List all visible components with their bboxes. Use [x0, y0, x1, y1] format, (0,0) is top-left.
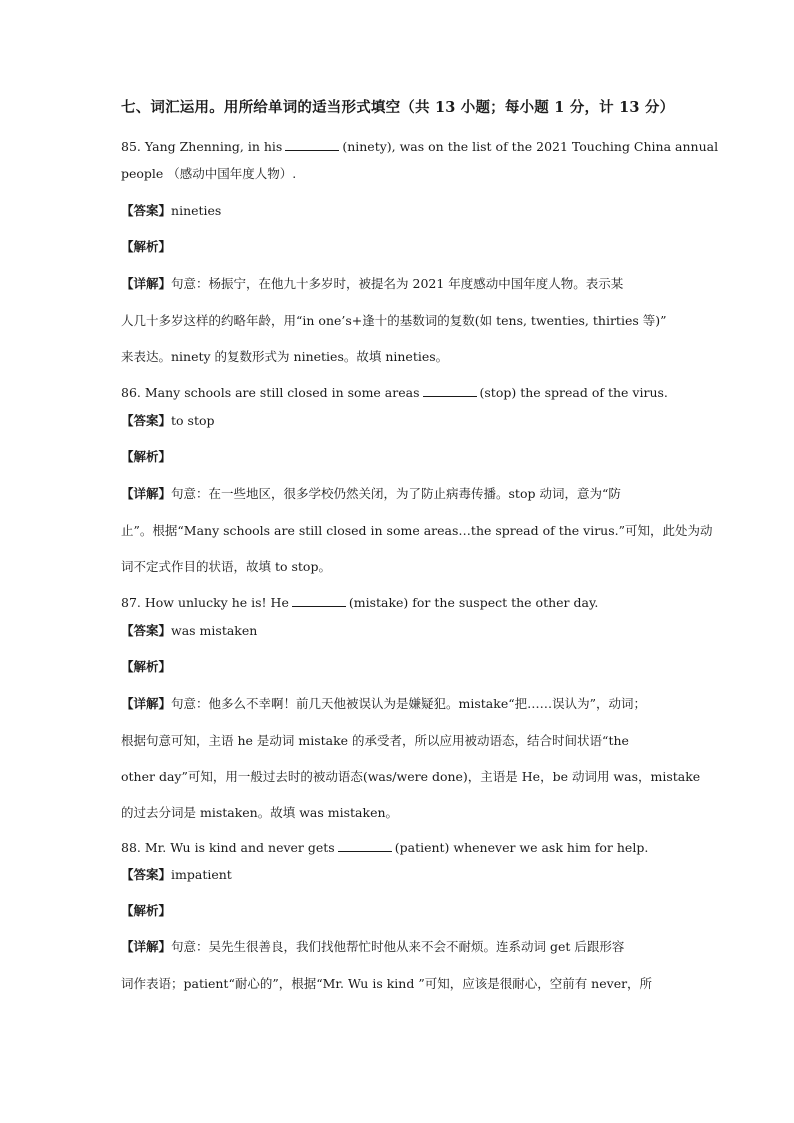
detail-87-line2: 根据句意可知，主语 he 是动词 mistake 的承受者，所以应用被动语态，结合时间状语“the [121, 733, 629, 748]
question-text-pre: 85. Yang Zhenning, in his [121, 139, 283, 154]
question-text-pre: 88. Mr. Wu is kind and never gets [121, 840, 335, 855]
answer-85 [121, 203, 221, 219]
question-85 [121, 138, 718, 155]
question-text-post: (stop) the spread of the virus. [479, 385, 668, 400]
answer-tag: 【答案】 [121, 203, 172, 218]
detail-87-line4: 的过去分词是 mistaken。故填 was mistaken。 [121, 805, 399, 820]
question-87 [121, 594, 598, 611]
answer-text: impatient [171, 867, 232, 882]
detail-tag: 【详解】 [121, 696, 172, 711]
detail-85-line3: 来表达。ninety 的复数形式为 nineties。故填 nineties。 [121, 349, 449, 364]
answer-text: to stop [171, 413, 215, 428]
answer-blank [285, 138, 339, 151]
question-88 [121, 839, 648, 856]
answer-86 [121, 413, 215, 429]
question-85-line2: people （感动中国年度人物）. [121, 166, 297, 181]
answer-88 [121, 867, 232, 883]
analysis-tag-85: 【解析】 [121, 239, 172, 254]
detail-86-line2: 止”。根据“Many schools are still closed in some areas…the spread of the virus.”可知，此处为动 [121, 523, 713, 538]
detail-tag: 【详解】 [121, 939, 172, 954]
answer-87 [121, 623, 257, 639]
question-text-pre: 86. Many schools are still closed in some areas [121, 385, 420, 400]
detail-text: 句意：吴先生很善良，我们找他帮忙时他从来不会不耐烦。连系动词 get 后跟形容 [171, 939, 625, 954]
question-86 [121, 384, 668, 401]
answer-tag: 【答案】 [121, 867, 172, 882]
question-text-post: (mistake) for the suspect the other day. [348, 595, 599, 610]
answer-tag: 【答案】 [121, 413, 172, 428]
answer-blank [338, 839, 392, 852]
analysis-tag-87: 【解析】 [121, 659, 172, 674]
question-text-post: (patient) whenever we ask him for help. [394, 840, 649, 855]
answer-text: nineties [171, 203, 222, 218]
detail-86-line3: 词不定式作目的状语，故填 to stop。 [121, 559, 331, 574]
detail-87-line3: other day”可知，用一般过去时的被动语态(was/were done)，主语是 He，be 动词用 was，mistake [121, 769, 701, 784]
detail-88-line1 [121, 939, 624, 955]
detail-87-line1 [121, 696, 646, 712]
detail-text: 句意：杨振宁，在他九十多岁时，被提名为 2021 年度感动中国年度人物。表示某 [171, 276, 624, 291]
answer-tag: 【答案】 [121, 623, 172, 638]
detail-86-line1 [121, 486, 621, 502]
answer-blank [423, 384, 477, 397]
answer-text: was mistaken [171, 623, 258, 638]
question-text-post: (ninety), was on the list of the 2021 Touching China annual [342, 139, 719, 154]
section-title: 七、词汇运用。用所给单词的适当形式填空（共 13 小题；每小题 1 分，计 13 分） [121, 99, 675, 116]
question-text-pre: 87. How unlucky he is! He [121, 595, 289, 610]
analysis-tag-86: 【解析】 [121, 449, 172, 464]
detail-85-line1 [121, 276, 623, 292]
detail-text: 句意：在一些地区，很多学校仍然关闭，为了防止病毒传播。stop 动词，意为“防 [171, 486, 621, 501]
detail-88-line2: 词作表语；patient“耐心的”，根据“Mr. Wu is kind ”可知，应该是很耐心，空前有 never，所 [121, 976, 653, 991]
answer-blank [292, 594, 346, 607]
detail-text: 句意：他多么不幸啊！前几天他被误认为是嫌疑犯。mistake“把……误认为”，动词； [171, 696, 647, 711]
detail-tag: 【详解】 [121, 276, 172, 291]
analysis-tag-88: 【解析】 [121, 903, 172, 918]
detail-85-line2: 人几十多岁这样的约略年龄，用“in one’s+逢十的基数词的复数(如 tens, twenties, thirties 等)” [121, 313, 667, 328]
detail-tag: 【详解】 [121, 486, 172, 501]
